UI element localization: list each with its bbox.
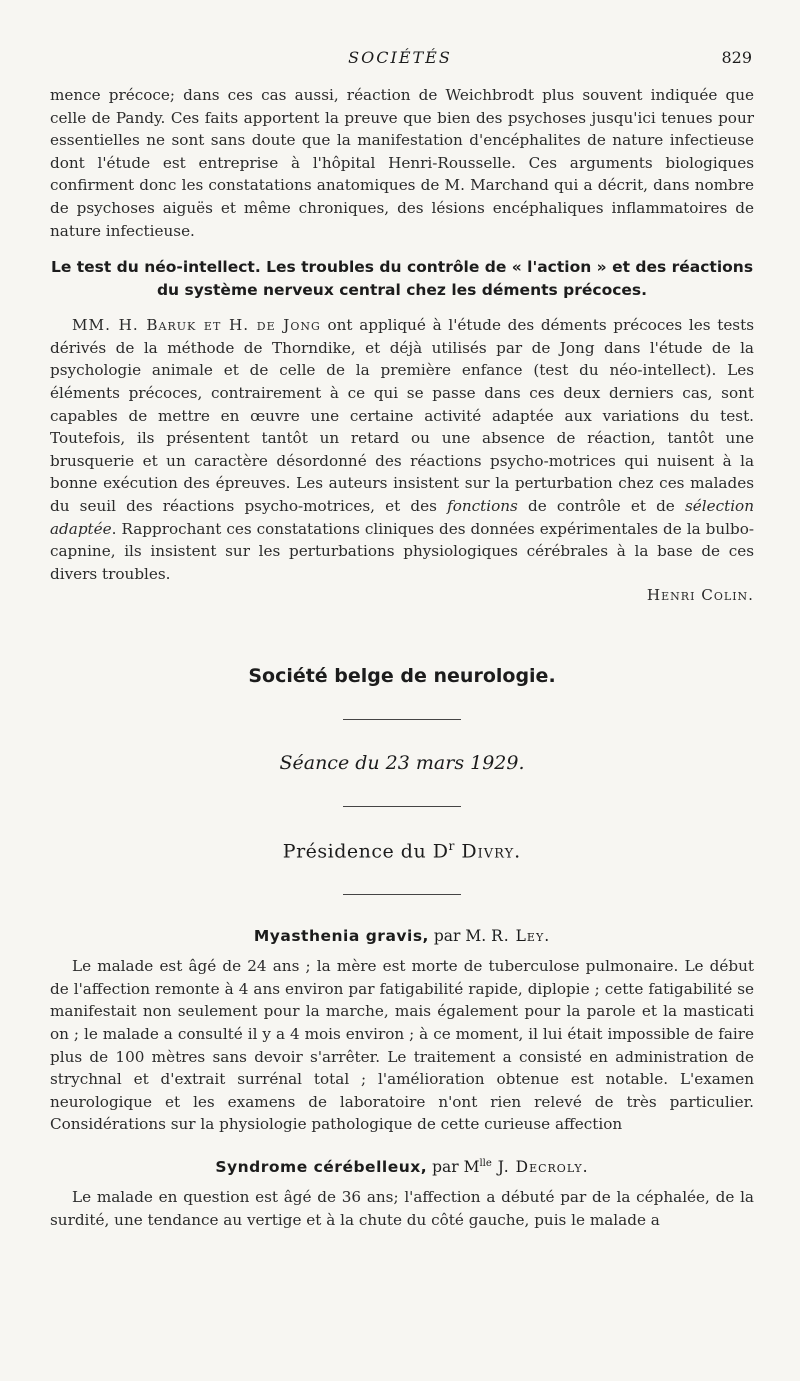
- page-number: 829: [721, 48, 752, 67]
- myasthenia-par: par M.: [433, 927, 492, 946]
- society-title: Société belge de neurologie.: [248, 664, 556, 687]
- president-name: Divry.: [461, 840, 522, 863]
- running-header: [0, 48, 800, 72]
- divider-1: [343, 719, 461, 720]
- syndrome-author: J. Decroly.: [491, 1158, 589, 1177]
- seance-date: Séance du 23 mars 1929.: [279, 751, 525, 774]
- syndrome-par-sup: lle: [479, 1157, 492, 1169]
- text-part-b: de contrôle et de: [517, 496, 685, 515]
- myasthenia-title: Myasthenia gravis,: [253, 927, 429, 946]
- heading-myasthenia: [50, 927, 754, 945]
- syndrome-title: Syndrome cérébelleux,: [215, 1158, 428, 1177]
- presidence: [50, 839, 754, 862]
- presidence-sup: r: [448, 838, 455, 853]
- emphasis-selection: sélection adaptée: [50, 496, 754, 538]
- emphasis-fonctions: fonctions: [447, 496, 518, 515]
- running-title: SOCIÉTÉS: [348, 48, 452, 67]
- presidence-prefix: Présidence du D: [282, 840, 449, 863]
- paragraph-myasthenia: Le malade est âgé de 24 ans ; la mère est morte de tuberculose pulmonaire. Le début de l'affection remonte à 4 ans environ par fatigabilité rapide, diplopie ; cette fatigabilité se manifestait non seulement pour la marche, mais également pour la parole et la masticati on ; le malade a consulté il y a 4 mois environ ; à ce moment, il lui était impossible de faire plus de 100 mètres sans devoir s'arrêter. Le traitement a consisté en administration de strychnal et d'extrait surrénal total ; l'amélioration obtenue est notable. L'examen neurologique et les examens de laboratoire n'ont rien relevé de très particulier. Considérations sur la physiologie pathologique de cette curieuse affection: [50, 957, 754, 1134]
- page-body: [50, 84, 754, 1231]
- heading-syndrome: [50, 1158, 754, 1176]
- divider-3: [343, 894, 461, 895]
- signature: Henri Colin.: [646, 586, 754, 605]
- paragraph-continued: mence précoce; dans ces cas aussi, réaction de Weichbrodt plus souvent indiquée que celle de Pandy. Ces faits apportent la preuve que bien des psychoses jusqu'ici tenues pour essentielles ne sont sans doute que la manifestation d'encéphalites de nature infectieuse dont l'étude est entreprise à l'hôpital Henri-Rousselle. Ces arguments biologiques confirment donc les constatations anatomiques de M. Marchand qui a décrit, dans nombre de psychoses aiguës et même chroniques, des lésions encéphaliques inflammatoires de nature infectieuse.: [50, 86, 754, 240]
- section-title-neo-intellect: Le test du néo-intellect. Les troubles du contrôle de « l'action » et des réactions du système nerveux central chez les déments précoces.: [50, 258, 754, 300]
- text-part-c: . Rapprochant ces constatations cliniques des données expérimentales de la bulbo-capnine, ils insistent sur les perturbations physiologiques cérébrales à la base de ces divers troubles.: [50, 519, 754, 583]
- text-part-a: ont appliqué à l'étude des déments précoces les tests dérivés de la méthode de Thorndike, et déjà utilisés par de Jong dans l'étude de la psychologie animale et de celle de la première enfance (test du néo-intellect). Les éléments précoces, contrairement à ce qui se passe dans ces deux derniers cas, sont capables de mettre en œuvre une certaine activité adaptée aux variations du test. Toutefois, ils présentent tantôt un retard ou une absence de réaction, tantôt une brusquerie et un caractère désordonné des réactions psycho-motrices qui nuisent à la bonne exécution des épreuves. Les auteurs insistent sur la perturbation chez ces malades du seuil des réactions psycho-motrices, et des: [50, 316, 754, 515]
- paragraph-syndrome: Le malade en question est âgé de 36 ans; l'affection a débuté par de la céphalée, de la surdité, une tendance au vertige et à la chute du côté gauche, puis le malade a: [50, 1188, 754, 1229]
- paragraph-neo-intellect: [50, 314, 754, 585]
- myasthenia-author: R. Ley.: [491, 927, 551, 946]
- authors: MM. H. Baruk et H. de Jong: [72, 316, 321, 335]
- syndrome-par: par M: [432, 1158, 480, 1177]
- divider-2: [343, 806, 461, 807]
